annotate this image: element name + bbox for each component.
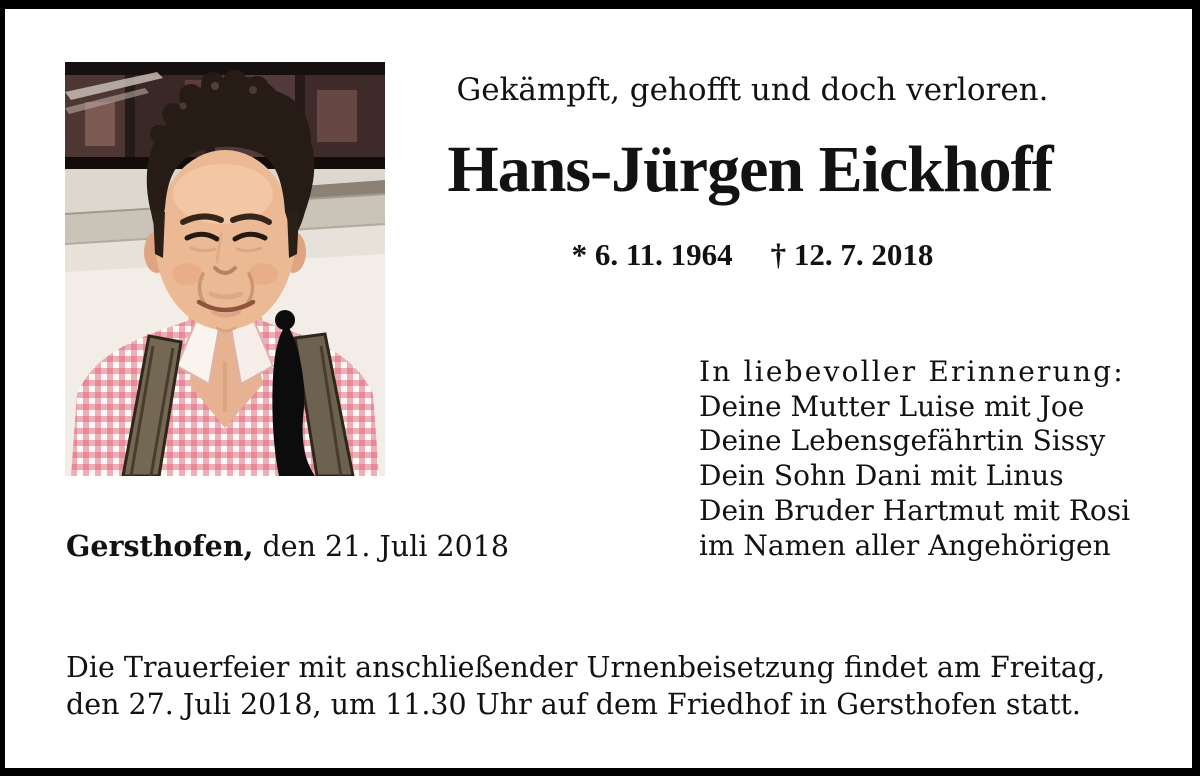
memorial-heading: In liebevoller Erinnerung:	[699, 355, 1125, 388]
funeral-line-1: Die Trauerfeier mit anschließender Urnenbeisetzung findet am Freitag,	[66, 651, 1106, 684]
funeral-info	[66, 650, 1105, 723]
memorial-line: Dein Bruder Hartmut mit Rosi	[699, 493, 1131, 527]
portrait-photo	[65, 62, 385, 476]
frame-right-bar	[1192, 0, 1200, 776]
place-date-text: den 21. Juli 2018	[253, 530, 510, 563]
memorial-line: im Namen aller Angehörigen	[699, 528, 1111, 562]
funeral-line-2: den 27. Juli 2018, um 11.30 Uhr auf dem Friedhof in Gersthofen statt.	[66, 687, 1081, 721]
memorial-line: Dein Sohn Dani mit Linus	[699, 459, 1064, 493]
deceased-name: Hans-Jürgen Eickhoff	[447, 133, 1053, 206]
place-name: Gersthofen,	[66, 529, 254, 563]
birth-date: * 6. 11. 1964	[571, 237, 733, 272]
motto-line: Gekämpft, gehofft und doch verloren.	[456, 72, 1049, 108]
memorial-block	[699, 355, 1130, 563]
memorial-line: Deine Mutter Luise mit Joe	[699, 389, 1085, 423]
death-date: † 12. 7. 2018	[770, 237, 934, 272]
life-dates	[420, 237, 1085, 273]
place-date-line	[66, 529, 509, 563]
frame-top-bar	[0, 0, 1200, 9]
memorial-line: Deine Lebensgefährtin Sissy	[699, 424, 1106, 458]
portrait-illustration	[65, 62, 385, 476]
frame-bottom-bar	[0, 768, 1200, 776]
frame-left-bar	[0, 0, 5, 776]
